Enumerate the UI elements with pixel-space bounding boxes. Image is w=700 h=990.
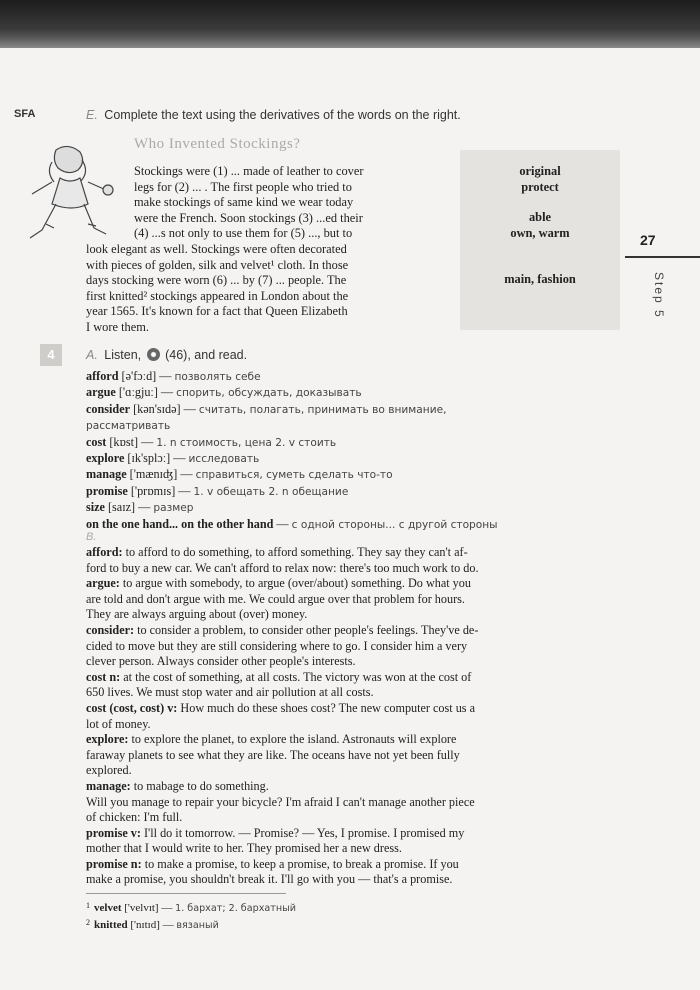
story-line: (4) ...s not only to use them for (5) ..., but to: [134, 226, 353, 241]
example-headword: promise v:: [86, 825, 141, 840]
example-text: to explore the planet, to explore the island. Astronauts will explore: [128, 732, 457, 747]
vocab-translation: 1. n стоимость, цена 2. v стоить: [156, 436, 337, 449]
example-text: make a promise, you shouldn't break it. I'll go with you — that's a promise.: [86, 872, 453, 887]
vocab-transcription: ['mænɪʤ] —: [129, 467, 193, 482]
example-headword: afford:: [86, 545, 123, 559]
example-text: mother that I would write to her. They promised her a new dress.: [86, 841, 402, 856]
example-headword: promise n:: [86, 856, 142, 871]
example-line: [86, 779, 602, 795]
part-b-letter: B.: [86, 531, 97, 543]
vocab-translation: справиться, суметь сделать что-то: [195, 469, 393, 482]
story-line: I wore them.: [86, 319, 149, 334]
example-text: lot of money.: [86, 716, 151, 731]
example-line: [86, 748, 602, 764]
vocabulary-list: [86, 369, 596, 533]
task-letter: A.: [86, 348, 98, 362]
story-line: first knitted² stockings appeared in London about the: [86, 288, 349, 303]
example-headword: cost n:: [86, 669, 121, 684]
story-line: were the French. Soon stockings (3) ...ed their: [134, 210, 363, 225]
audio-cd-icon: [147, 348, 160, 361]
vocab-entry: [86, 369, 596, 385]
example-text: ford to buy a new car. We can't afford to relax now: there's too much work to do.: [86, 560, 479, 575]
story-title: Who Invented Stockings?: [134, 136, 301, 152]
vocab-transcription: [saɪz] —: [108, 500, 151, 515]
vocab-translation: позволять себе: [174, 371, 261, 383]
example-text: clever person. Always consider other people's interests.: [86, 654, 356, 669]
story-line: make stockings of same kind we wear today: [134, 195, 354, 210]
vocab-entry: [86, 385, 596, 401]
example-text: How much do these shoes cost? The new computer cost us a: [177, 700, 475, 715]
example-headword: argue:: [86, 576, 120, 591]
vocab-transcription: —: [276, 516, 289, 531]
vocab-word: afford: [86, 369, 119, 383]
example-text: at the cost of something, at all costs. The victory was won at the cost of: [120, 669, 472, 684]
footnote-line: [86, 916, 296, 933]
story-line: Stockings were (1) ... made of leather to cover: [134, 164, 364, 178]
example-line: [86, 857, 602, 873]
word-protect: protect: [521, 180, 559, 194]
vocab-word: explore: [86, 451, 125, 466]
vocab-entry: [86, 484, 596, 500]
vocab-word: cost: [86, 434, 107, 449]
footnote-line: [86, 899, 296, 916]
footnote-translation: вязаный: [176, 920, 219, 931]
vocab-entry: [86, 451, 596, 467]
example-line: [86, 576, 602, 592]
footnotes: [86, 899, 296, 933]
example-line: [86, 670, 602, 686]
vocab-translation: считать, полагать, принимать во внимание,: [198, 403, 447, 416]
exercise-number: 4: [40, 344, 62, 366]
example-text: of chicken: I'm full.: [86, 810, 183, 825]
example-line: [86, 592, 602, 608]
footnote-rule: [86, 893, 286, 894]
example-line: [86, 685, 602, 701]
vocab-entry: [86, 500, 596, 516]
side-label: SFA: [14, 108, 36, 120]
vocab-translation: рассматривать: [86, 420, 171, 433]
example-text: to argue with somebody, to argue (over/about) something. Do what you: [119, 576, 471, 591]
example-line: [86, 872, 602, 888]
example-line: [86, 561, 602, 577]
top-scan-bar: [0, 0, 700, 48]
example-line: [86, 639, 602, 655]
vocab-translation: исследовать: [188, 453, 260, 466]
task-e-instruction: [86, 108, 461, 122]
example-text: are told and don't argue with me. We could argue over that problem for hours.: [86, 591, 465, 606]
example-text: explored.: [86, 763, 132, 778]
task-text-after: (46), and read.: [165, 348, 248, 362]
example-text: to afford to do something, to afford something. They say they can't af-: [122, 545, 468, 559]
footnote-word: velvet: [94, 902, 122, 914]
example-line: [86, 795, 602, 811]
example-line: [86, 763, 602, 779]
vocab-transcription: [kɒst] —: [109, 434, 154, 449]
example-line: [86, 623, 602, 639]
example-line: [86, 717, 602, 733]
example-headword: consider:: [86, 622, 135, 637]
example-text: to consider a problem, to consider other people's feelings. They've de-: [134, 622, 479, 637]
vocab-word: on the one hand... on the other hand: [86, 516, 274, 531]
examples-text: [86, 545, 602, 888]
task-text: Complete the text using the derivatives of the words on the right.: [104, 108, 461, 122]
example-line: [86, 654, 602, 670]
footnote-word: knitted: [94, 919, 128, 931]
example-line: [86, 701, 602, 717]
word-own-warm: own, warm: [510, 226, 570, 240]
vocab-entry: [86, 517, 596, 533]
vocab-transcription: ['ɑːgjuː] —: [118, 385, 174, 400]
footnote-number: 1: [86, 901, 90, 910]
vocab-transcription: [kən'sɪdə] —: [133, 401, 196, 416]
example-line: [86, 826, 602, 842]
footnote-translation: 1. бархат; 2. бархатный: [175, 903, 296, 914]
example-text: I'll do it tomorrow. — Promise? — Yes, I promise. I promised my: [140, 825, 465, 840]
vocab-transcription: ['prɒmɪs] —: [130, 483, 191, 498]
vocab-entry: [86, 402, 596, 418]
example-line: [86, 810, 602, 826]
word-main-fashion: main, fashion: [504, 272, 576, 286]
example-line: [86, 841, 602, 857]
example-text: to mabage to do something.: [130, 778, 269, 793]
step-label: Step 5: [652, 272, 666, 319]
task-letter: E.: [86, 108, 98, 122]
example-text: 650 lives. We must stop water and air pollution at all costs.: [86, 685, 374, 700]
page-number-rule: [625, 256, 700, 258]
story-line: year 1565. It's known for a fact that Queen Elizabeth: [86, 304, 348, 319]
word-able: able: [528, 210, 552, 224]
example-headword: cost (cost, cost) v:: [86, 700, 178, 715]
word-original: original: [519, 164, 561, 178]
example-headword: explore:: [86, 732, 129, 747]
example-text: to make a promise, to keep a promise, to break a promise. If you: [141, 856, 459, 871]
story-text-narrow: [134, 164, 364, 242]
example-headword: manage:: [86, 778, 131, 793]
vocab-word: argue: [86, 385, 116, 400]
example-text: cided to move but they are still considering where to go. I consider him a very: [86, 638, 468, 653]
story-line: days stocking were worn (6) ... by (7) ... people. The: [86, 273, 347, 288]
vocab-translation: размер: [153, 502, 194, 515]
page-number: 27: [640, 232, 656, 248]
task-text-before: Listen,: [104, 348, 142, 362]
vocab-transcription: [ə'fɔːd] —: [121, 369, 172, 383]
example-line: [86, 545, 602, 561]
example-text: faraway planets to see what they are like. The oceans have not yet been fully: [86, 747, 460, 762]
story-line: look elegant as well. Stockings were often decorated: [86, 242, 347, 256]
vocab-transcription: [ɪk'splɔː] —: [127, 451, 186, 466]
vocab-translation: 1. v обещать 2. n обещание: [193, 485, 349, 498]
vocab-word: promise: [86, 483, 128, 498]
man-figure-icon: [30, 146, 113, 238]
example-line: [86, 607, 602, 623]
story-text-wide: [86, 242, 348, 336]
footnote-transcription: ['velvɪt] —: [124, 902, 173, 914]
example-text: Will you manage to repair your bicycle? I'm afraid I can't manage another piece: [86, 794, 475, 809]
footnote-number: 2: [86, 918, 90, 927]
vocab-translation: спорить, обсуждать, доказывать: [176, 387, 362, 400]
vocab-word: manage: [86, 467, 127, 482]
task-a-instruction: [86, 348, 247, 362]
stockings-illustration: [16, 140, 126, 250]
vocab-translation: с одной стороны... с другой стороны: [291, 518, 498, 531]
story-line: with pieces of golden, silk and velvet¹ cloth. In those: [86, 257, 349, 272]
footnote-transcription: ['nɪtɪd] —: [130, 919, 174, 931]
story-line: legs for (2) ... . The first people who tried to: [134, 179, 352, 194]
example-text: They are always arguing about (over) money.: [86, 607, 308, 622]
vocab-entry: [86, 467, 596, 483]
vocab-word: consider: [86, 401, 131, 416]
example-line: [86, 732, 602, 748]
vocab-entry: [86, 435, 596, 451]
vocab-word: size: [86, 500, 105, 515]
vocab-entry: [86, 418, 596, 434]
